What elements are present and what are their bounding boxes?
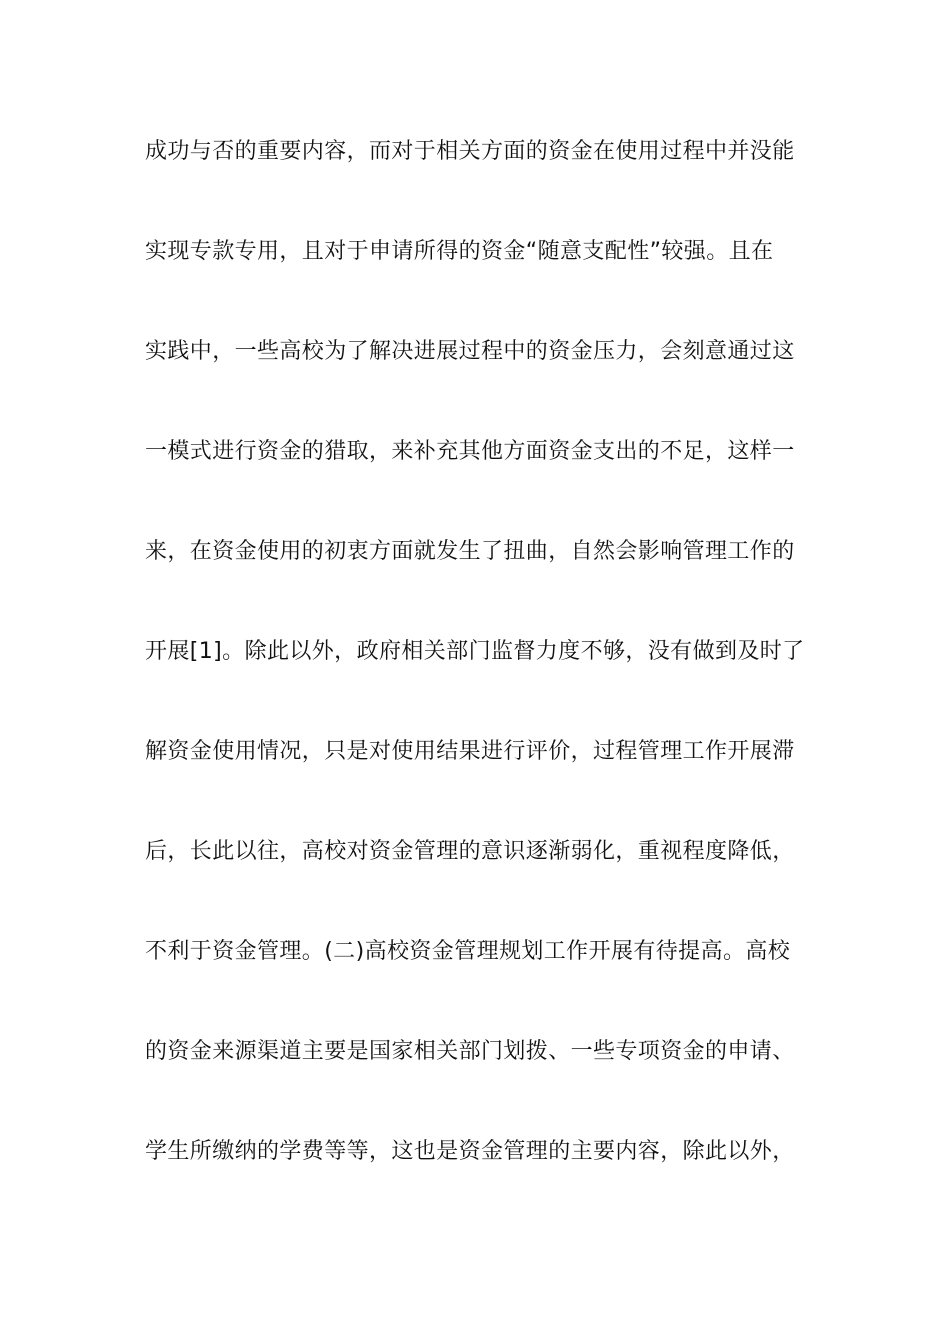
text-line: 来，在资金使用的初衷方面就发生了扭曲，自然会影响管理工作的 — [145, 539, 795, 564]
text-line: 实现专款专用，且对于申请所得的资金“随意支配性”较强。且在 — [145, 239, 774, 264]
body-text — [145, 130, 815, 1230]
text-line: 不利于资金管理。(二)高校资金管理规划工作开展有待提高。高校 — [145, 939, 791, 964]
text-line: 后，长此以往，高校对资金管理的意识逐渐弱化，重视程度降低， — [145, 839, 795, 864]
text-line: 学生所缴纳的学费等等，这也是资金管理的主要内容，除此以外， — [145, 1139, 795, 1164]
text-line: 开展[1]。除此以外，政府相关部门监督力度不够，没有做到及时了 — [145, 639, 805, 664]
text-line: 实践中，一些高校为了解决进展过程中的资金压力，会刻意通过这 — [145, 339, 795, 364]
text-line: 解资金使用情况，只是对使用结果进行评价，过程管理工作开展滞 — [145, 739, 795, 764]
text-line: 的资金来源渠道主要是国家相关部门划拨、一些专项资金的申请、 — [145, 1039, 795, 1064]
text-line: 成功与否的重要内容，而对于相关方面的资金在使用过程中并没能 — [145, 139, 795, 164]
text-line: 一模式进行资金的猎取，来补充其他方面资金支出的不足，这样一 — [145, 439, 795, 464]
